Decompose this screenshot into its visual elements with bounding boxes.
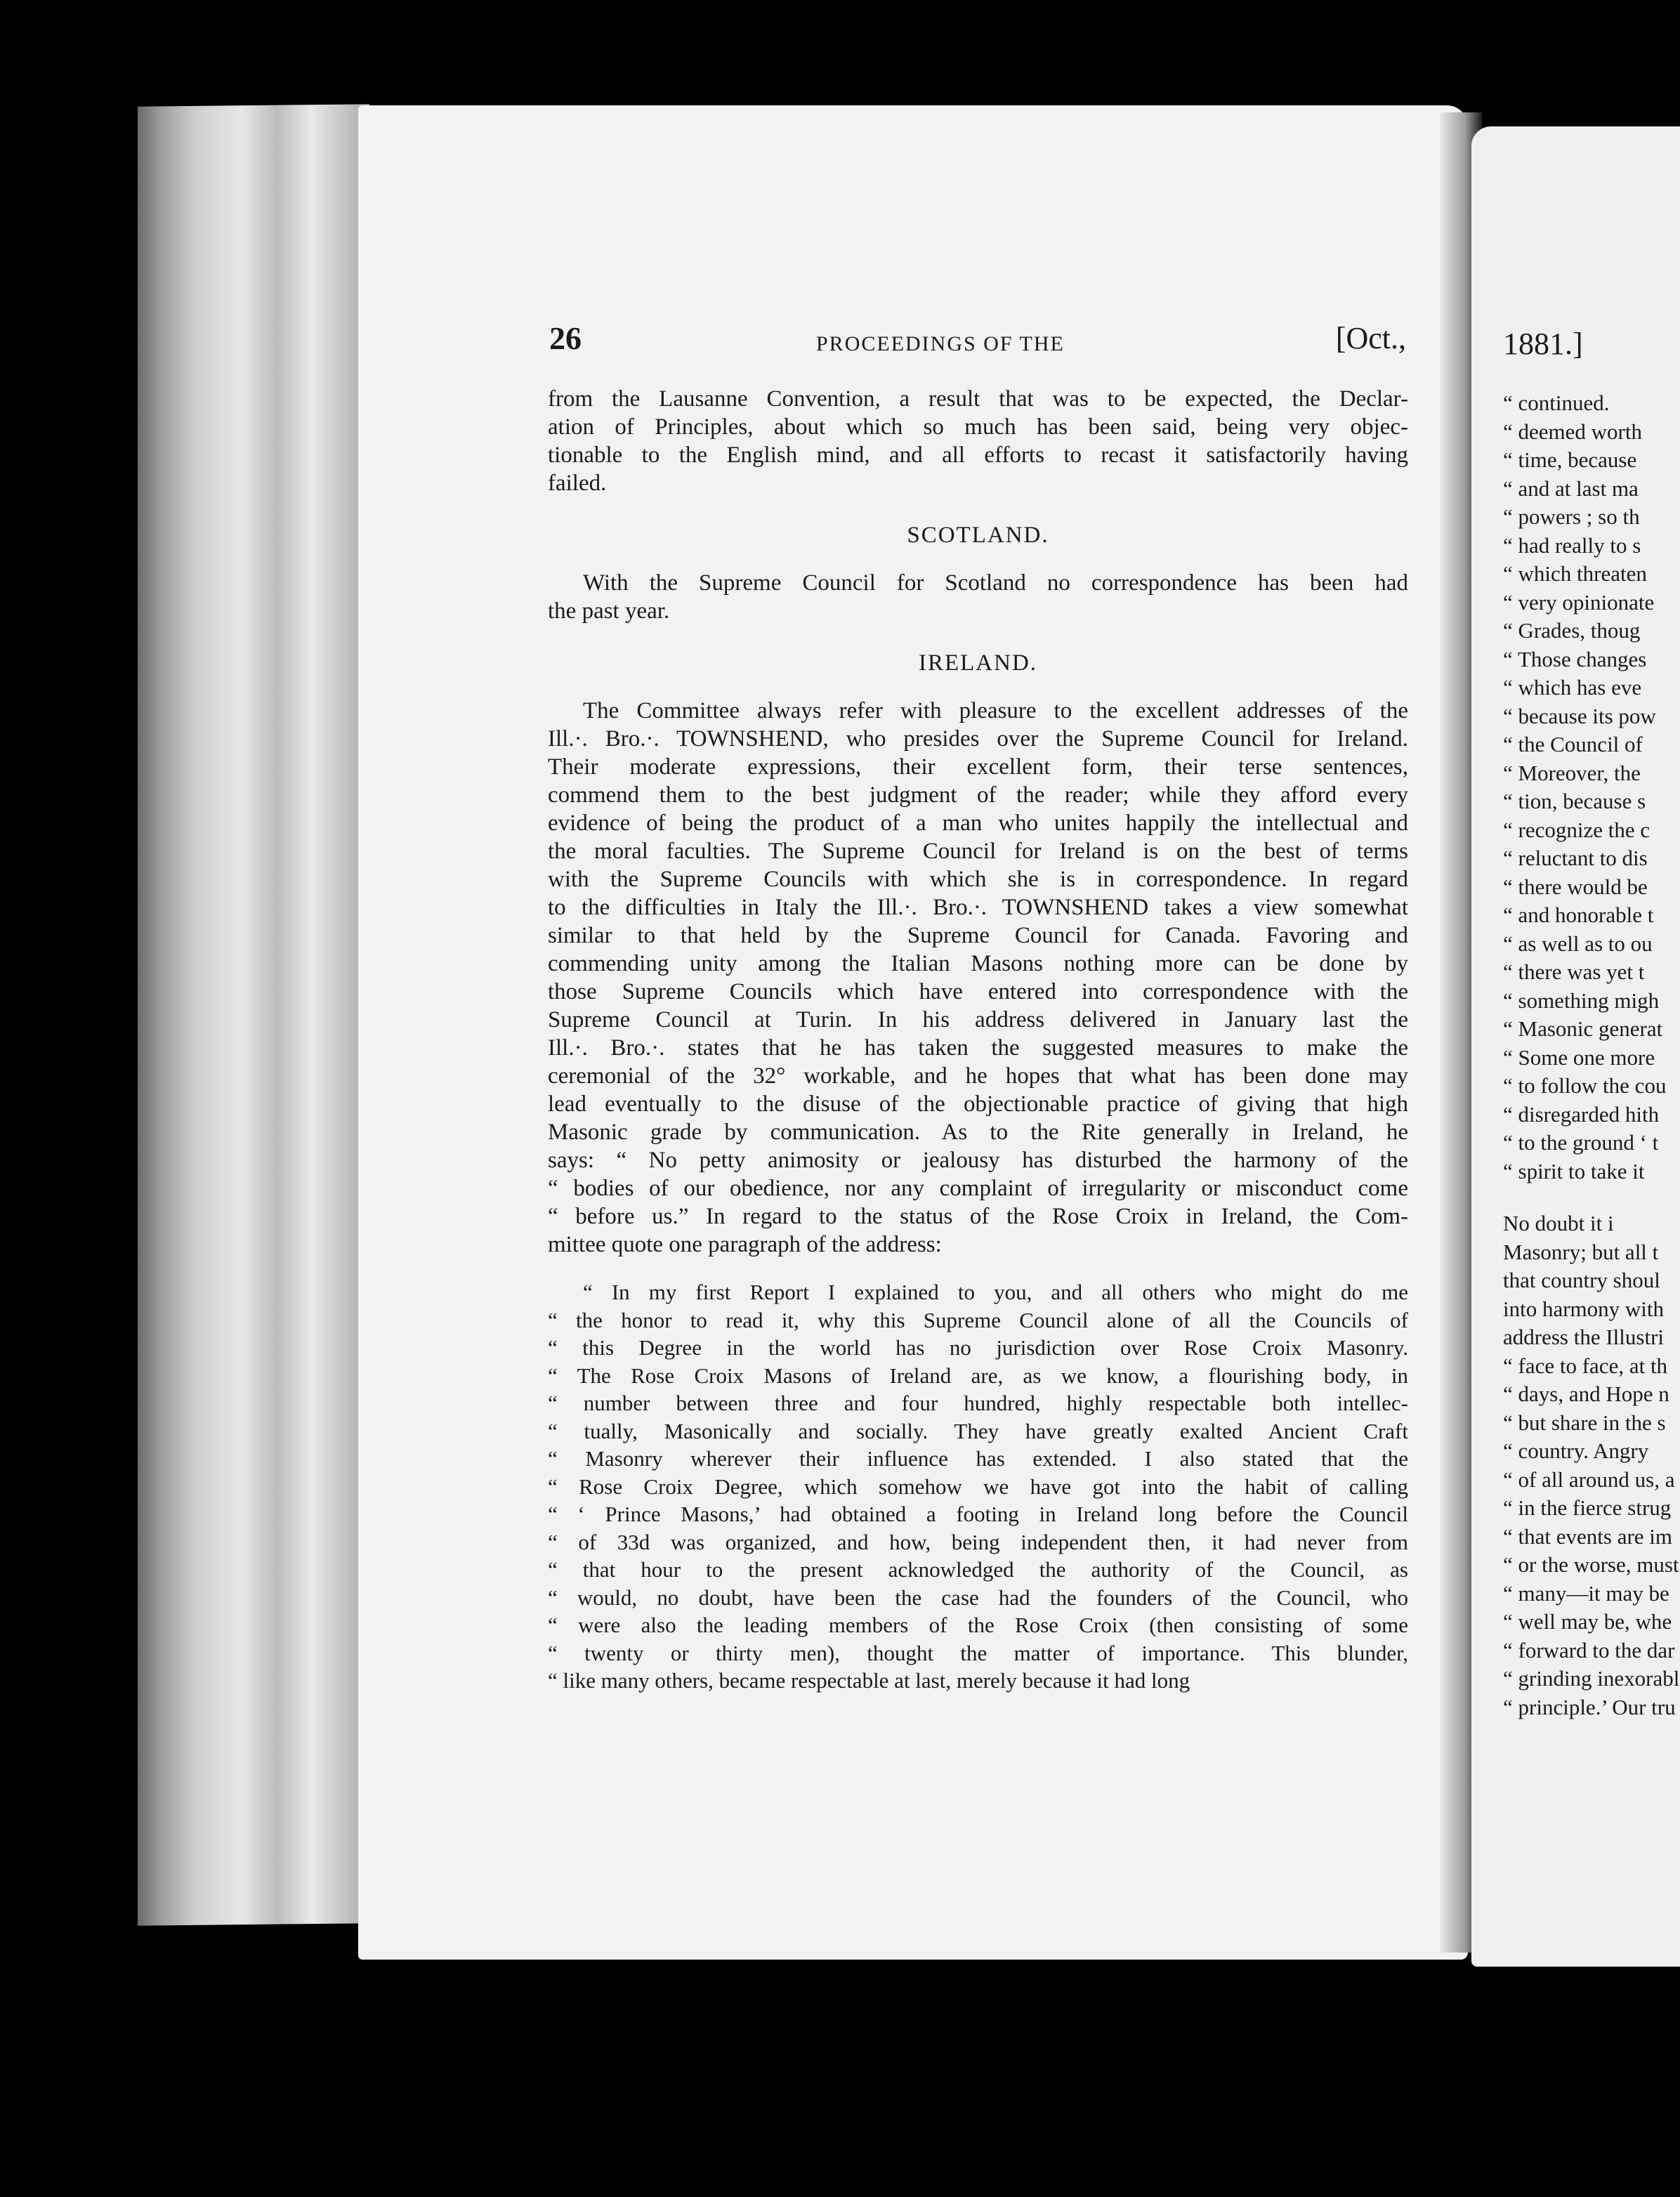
text-line: that country shoul <box>1503 1268 1660 1292</box>
text-line: the moral faculties. The Supreme Council for Ireland is on the best of terms <box>548 839 1408 864</box>
left-page-body <box>548 385 1408 1706</box>
text-line: “ tion, because s <box>1503 789 1646 813</box>
running-date: [Oct., <box>1335 321 1406 355</box>
text-line: “ well may be, whe <box>1503 1609 1672 1634</box>
ireland-paragraph <box>548 697 1408 1259</box>
left-page-header <box>549 320 1406 364</box>
text-line: No doubt it i <box>1503 1211 1614 1235</box>
text-line: With the Supreme Council for Scotland no correspondence has been had <box>583 570 1408 596</box>
text-line: “ that hour to the present acknowledged the authority of the Council, as <box>548 1557 1408 1582</box>
text-line: “ there was yet t <box>1503 959 1645 984</box>
text-line: “ but share in the s <box>1503 1410 1666 1435</box>
text-line: “ tually, Masonically and socially. They have greatly exalted Ancient Craft <box>548 1418 1408 1443</box>
text-line: lead eventually to the disuse of the objectionable practice of giving that high <box>548 1091 1408 1117</box>
heading-scotland: SCOTLAND. <box>907 523 1049 548</box>
text-line: “ would, no doubt, have been the case had the founders of the Council, who <box>548 1585 1408 1610</box>
text-line: “ grinding inexorabl <box>1503 1666 1680 1691</box>
text-line: “ face to face, at th <box>1503 1353 1668 1378</box>
text-line: those Supreme Councils which have entered into correspondence with the <box>548 979 1408 1004</box>
text-line: “ or the worse, must <box>1503 1552 1679 1577</box>
text-line: ation of Principles, about which so much has been said, being very objec- <box>548 414 1408 440</box>
page-number: 26 <box>549 320 582 356</box>
text-line: “ spirit to take it <box>1503 1158 1645 1183</box>
text-line: “ had really to s <box>1503 532 1641 558</box>
text-line: “ which has eve <box>1503 675 1642 700</box>
quote-paragraph <box>548 1278 1408 1695</box>
text-line: “ forward to the dar <box>1503 1637 1675 1662</box>
text-line: commend them to the best judgment of the reader; while they afford every <box>548 782 1408 808</box>
text-line: “ Rose Croix Degree, which somehow we have got into the habit of calling <box>548 1474 1408 1499</box>
text-line: ceremonial of the 32° workable, and he hopes that what has been done may <box>548 1063 1408 1089</box>
text-line: “ of 33d was organized, and how, being independent then, it had never from <box>548 1529 1408 1554</box>
text-line: “ Moreover, the <box>1503 760 1641 785</box>
text-line: “ there would be <box>1503 874 1648 899</box>
text-line: “ of all around us, a <box>1503 1467 1675 1492</box>
text-line: “ as well as to ou <box>1503 931 1653 956</box>
text-line: failed. <box>548 471 607 496</box>
text-line: “ deemed worth <box>1503 419 1642 444</box>
text-line: evidence of being the product of a man who unites happily the intellectual and <box>548 811 1408 836</box>
text-line: “ Masonic generat <box>1503 1016 1663 1041</box>
text-line: says: “ No petty animosity or jealousy has disturbed the harmony of the <box>548 1148 1408 1173</box>
text-line: “ Grades, thoug <box>1503 618 1641 643</box>
text-line: with the Supreme Councils with which she is in correspondence. In regard <box>548 867 1408 892</box>
text-line: “ and honorable t <box>1503 903 1654 927</box>
text-line: “ the Council of <box>1503 732 1643 756</box>
text-line: mittee quote one paragraph of the address: <box>548 1232 942 1257</box>
running-head: PROCEEDINGS OF THE <box>816 332 1065 355</box>
text-line: “ very opinionate <box>1503 589 1655 615</box>
text-line: “ something migh <box>1503 988 1660 1013</box>
text-line: Supreme Council at Turin. In his address delivered in January last the <box>548 1007 1408 1032</box>
text-line: “ ‘ Prince Masons,’ had obtained a footing in Ireland long before the Council <box>548 1502 1408 1526</box>
text-line: Masonic grade by communication. As to the Rite generally in Ireland, he <box>548 1120 1408 1145</box>
text-line: Ill.·. Bro.·. TOWNSHEND, who presides over the Supreme Council for Ireland. <box>548 726 1408 752</box>
scotland-paragraph <box>548 569 1408 625</box>
right-running-date: 1881.] <box>1503 327 1583 361</box>
text-line: “ disregarded hith <box>1503 1101 1660 1127</box>
text-line: “ The Rose Croix Masons of Ireland are, as we know, a flourishing body, in <box>548 1363 1408 1388</box>
text-line: to the difficulties in Italy the Ill.·. Bro.·. TOWNSHEND takes a view somewhat <box>548 895 1408 920</box>
heading-ireland: IRELAND. <box>918 650 1038 676</box>
text-line: tionable to the English mind, and all efforts to recast it satisfactorily having <box>548 442 1408 468</box>
text-line: commending unity among the Italian Masons nothing more can be done by <box>548 951 1408 976</box>
text-line: “ powers ; so th <box>1503 504 1640 529</box>
text-line: “ like many others, became respectable at last, merely because it had long <box>548 1668 1190 1693</box>
text-line: “ recognize the c <box>1503 817 1651 842</box>
text-line: “ because its pow <box>1503 703 1656 728</box>
text-line: “ bodies of our obedience, nor any complaint of irregularity or misconduct come <box>548 1176 1408 1201</box>
text-line: “ country. Angry <box>1503 1438 1649 1463</box>
text-line: “ many—it may be <box>1503 1580 1669 1606</box>
text-line: into harmony with <box>1503 1296 1665 1321</box>
text-line: Ill.·. Bro.·. states that he has taken the suggested measures to make the <box>548 1035 1408 1061</box>
text-line: “ continued. <box>1503 391 1610 415</box>
text-line: “ before us.” In regard to the status of the Rose Croix in Ireland, the Com- <box>548 1204 1408 1229</box>
book-page-edges <box>138 104 369 1925</box>
text-line: similar to that held by the Supreme Council for Canada. Favoring and <box>548 923 1408 948</box>
text-line: Masonry; but all t <box>1503 1239 1659 1264</box>
text-line: “ principle.’ Our tru <box>1503 1694 1676 1719</box>
text-line: “ this Degree in the world has no jurisdiction over Rose Croix Masonry. <box>548 1335 1408 1360</box>
text-line: “ number between three and four hundred, highly respectable both intellec- <box>548 1391 1408 1415</box>
text-line: “ Masonry wherever their influence has extended. I also stated that the <box>548 1446 1408 1471</box>
text-line: “ in the fierce strug <box>1503 1495 1672 1520</box>
text-line: “ twenty or thirty men), thought the matter of importance. This blunder, <box>548 1640 1408 1665</box>
text-line: “ Those changes <box>1503 646 1647 671</box>
text-line: address the Illustri <box>1503 1325 1665 1349</box>
text-line: “ time, because <box>1503 447 1637 472</box>
right-lines-top <box>1503 389 1680 1186</box>
right-lines-bottom <box>1503 1209 1680 1721</box>
text-line: The Committee always refer with pleasure to the excellent addresses of the <box>583 698 1408 723</box>
text-line: “ In my first Report I explained to you, and all others who might do me <box>583 1280 1408 1304</box>
text-line: from the Lausanne Convention, a result that was to be expected, the Declar- <box>548 386 1408 412</box>
text-line: “ which threaten <box>1503 561 1647 586</box>
text-line: Their moderate expressions, their excellent form, their terse sentences, <box>548 754 1408 780</box>
text-line: “ days, and Hope n <box>1503 1382 1669 1406</box>
text-line: “ to follow the cou <box>1503 1073 1667 1098</box>
text-line: “ Some one more <box>1503 1044 1655 1070</box>
right-page-body <box>1503 324 1680 1721</box>
opening-paragraph <box>548 385 1408 497</box>
text-line: “ and at last ma <box>1503 476 1639 501</box>
text-line: “ that events are im <box>1503 1523 1673 1549</box>
text-line: “ reluctant to dis <box>1503 846 1648 870</box>
text-line: “ the honor to read it, why this Supreme Council alone of all the Councils of <box>548 1307 1408 1332</box>
text-line: “ were also the leading members of the Rose Croix (then consisting of some <box>548 1613 1408 1637</box>
text-line: the past year. <box>548 598 670 624</box>
text-line: “ to the ground ‘ t <box>1503 1130 1659 1155</box>
